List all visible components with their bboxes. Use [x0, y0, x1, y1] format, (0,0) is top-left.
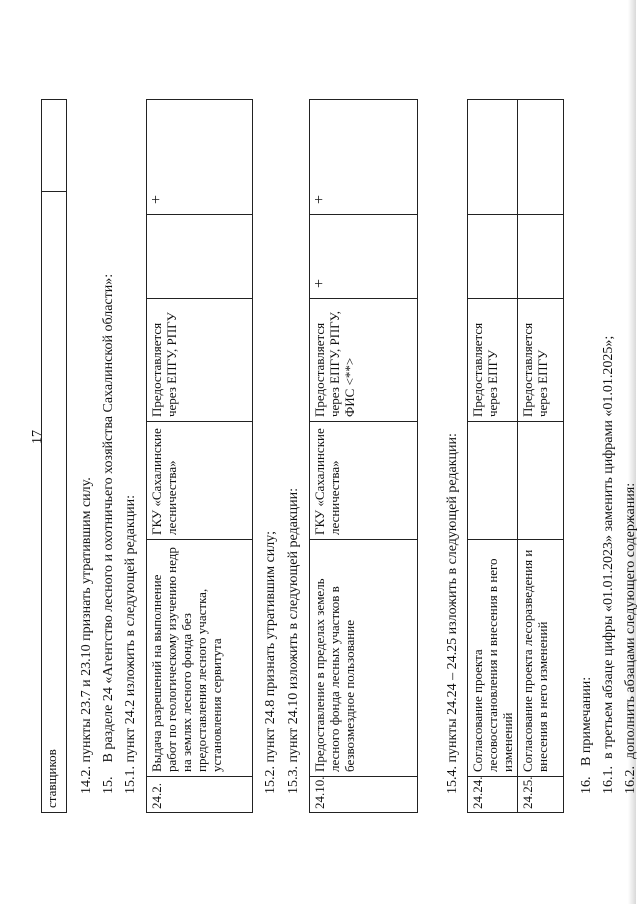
service-organization	[468, 422, 518, 540]
table-cell: ставщиков	[42, 192, 67, 813]
mark-cell	[468, 215, 518, 299]
para-14-2: 14.2. пункты 23.7 и 23.10 признать утратившим силу.	[79, 477, 94, 794]
para-15-1: 15.1. пункт 24.2 изложить в следующей редакции:	[123, 495, 138, 794]
service-organization: ГКУ «Сахалинские лесничества»	[310, 422, 418, 540]
table-rows-24-24	[467, 99, 564, 813]
para-15-4: 15.4. пункты 24.24 – 24.25 изложить в следующей редакции:	[445, 433, 460, 794]
service-name: Согласование проекта лесоразведения и внесения в него изменений	[518, 540, 564, 777]
para-15-2: 15.2. пункт 24.8 признать утратившим силу;	[263, 531, 278, 794]
service-organization: ГКУ «Сахалинские лесничества»	[147, 422, 253, 540]
row-number: 24.2.	[147, 777, 253, 813]
mark-cell	[147, 215, 253, 299]
service-channel: Предоставляется через ЕПГУ	[468, 299, 518, 422]
mark-cell: +	[310, 100, 418, 215]
service-organization	[518, 422, 564, 540]
service-channel: Предоставляется через ЕПГУ, РПГУ	[147, 299, 253, 422]
service-channel: Предоставляется через ЕПГУ, РПГУ, ФИС <**>	[310, 299, 418, 422]
service-name: Выдача разрешений на выполнение работ по геологическому изучению недр на землях лесного фонда без предоставления лесного участка, установления сервитута	[147, 540, 253, 777]
service-channel: Предоставляется через ЕПГУ	[518, 299, 564, 422]
service-name: Предоставление в пределах земель лесного фонда лесных участков в безвозмездное пользование	[310, 540, 418, 777]
table-cell-empty	[42, 100, 67, 192]
mark-cell: +	[310, 215, 418, 299]
mark-cell: +	[147, 100, 253, 215]
mark-cell	[518, 100, 564, 215]
row-number: 24.24.	[468, 777, 518, 813]
mark-cell	[468, 100, 518, 215]
table-row-24-10	[309, 99, 418, 813]
table-row-24-2	[146, 99, 253, 813]
mark-cell	[518, 215, 564, 299]
para-16: 16. В примечании:	[579, 676, 594, 794]
row-number: 24.10.	[310, 777, 418, 813]
para-16-1: 16.1. в третьем абзаце цифры «01.01.2023» заменить цифрами «01.01.2025»;	[601, 335, 616, 794]
service-name: Согласование проекта лесовосстановления и внесения в него изменений	[468, 540, 518, 777]
para-15: 15. В разделе 24 «Агентство лесного и охотничьего хозяйства Сахалинской области»:	[101, 273, 116, 794]
table-continuation	[41, 99, 67, 813]
row-number: 24.25.	[518, 777, 564, 813]
page-number: 17	[30, 430, 45, 444]
para-16-2: 16.2. дополнить абзацами следующего содержания:	[623, 482, 638, 794]
para-15-3: 15.3. пункт 24.10 изложить в следующей редакции:	[286, 488, 301, 794]
